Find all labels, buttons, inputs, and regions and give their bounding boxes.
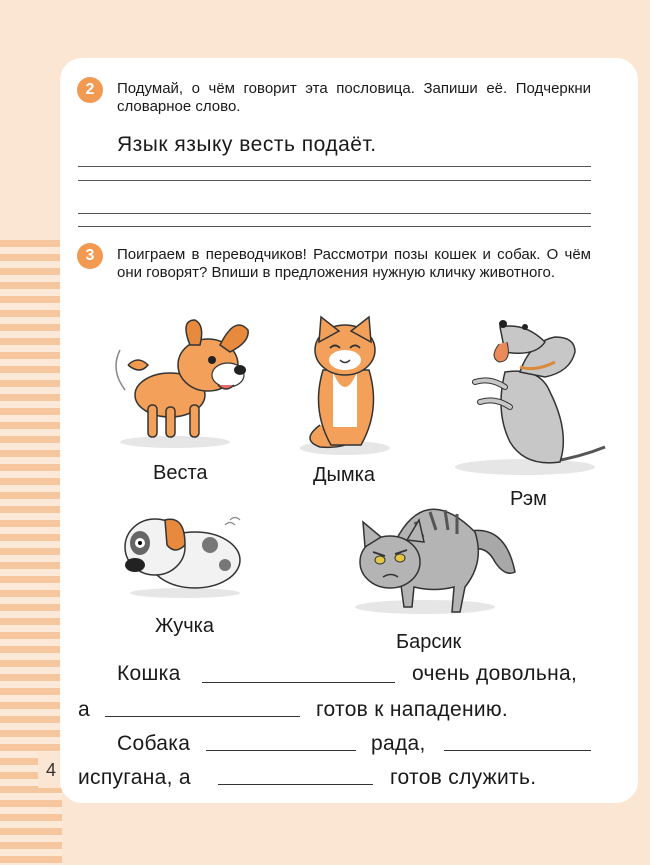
dog-rem-illustration [455, 312, 610, 477]
sentence-2-start: а [78, 698, 90, 721]
sentence-1-end: очень довольна, [412, 662, 578, 685]
task-3-instruction: Поиграем в переводчиков! Рассмотри позы кошек и собак. О чём они говорят? Впиши в предложения нужную кличку животного. [117, 246, 591, 281]
task-2-number: 2 [77, 77, 103, 103]
sentence-1-start: Кошка [117, 662, 181, 685]
dog-zhuchka-illustration [115, 505, 250, 600]
sentence-3-start: Собака [117, 732, 191, 755]
blank-4[interactable] [444, 750, 591, 751]
name-label-rem: Рэм [510, 488, 547, 510]
task-3-number: 3 [77, 243, 103, 269]
writing-line-3[interactable] [78, 213, 591, 214]
name-label-vesta: Веста [153, 462, 208, 484]
writing-line-2[interactable] [78, 180, 591, 181]
proverb: Язык языку весть подаёт. [117, 133, 377, 156]
sentence-4-end: готов служить. [390, 766, 537, 789]
sentence-4-start: испугана, а [78, 766, 191, 789]
name-label-barsik: Барсик [396, 631, 462, 653]
name-label-zhuchka: Жучка [155, 615, 214, 637]
name-label-dymka: Дымка [313, 464, 375, 486]
sentence-2-end: готов к нападению. [316, 698, 509, 721]
page-number: 4 [38, 752, 64, 788]
sentence-3-mid: рада, [371, 732, 426, 755]
blank-1[interactable] [202, 682, 395, 683]
blank-2[interactable] [105, 716, 300, 717]
dog-vesta-illustration [100, 310, 255, 450]
blank-3[interactable] [206, 750, 356, 751]
writing-line-1[interactable] [78, 166, 591, 167]
writing-line-4[interactable] [78, 226, 591, 227]
blank-5[interactable] [218, 784, 373, 785]
cat-barsik-illustration [345, 492, 520, 617]
task-2-instruction: Подумай, о чём говорит эта пословица. Запиши её. Подчеркни словарное слово. [117, 80, 591, 115]
cat-dymka-illustration [295, 310, 395, 455]
